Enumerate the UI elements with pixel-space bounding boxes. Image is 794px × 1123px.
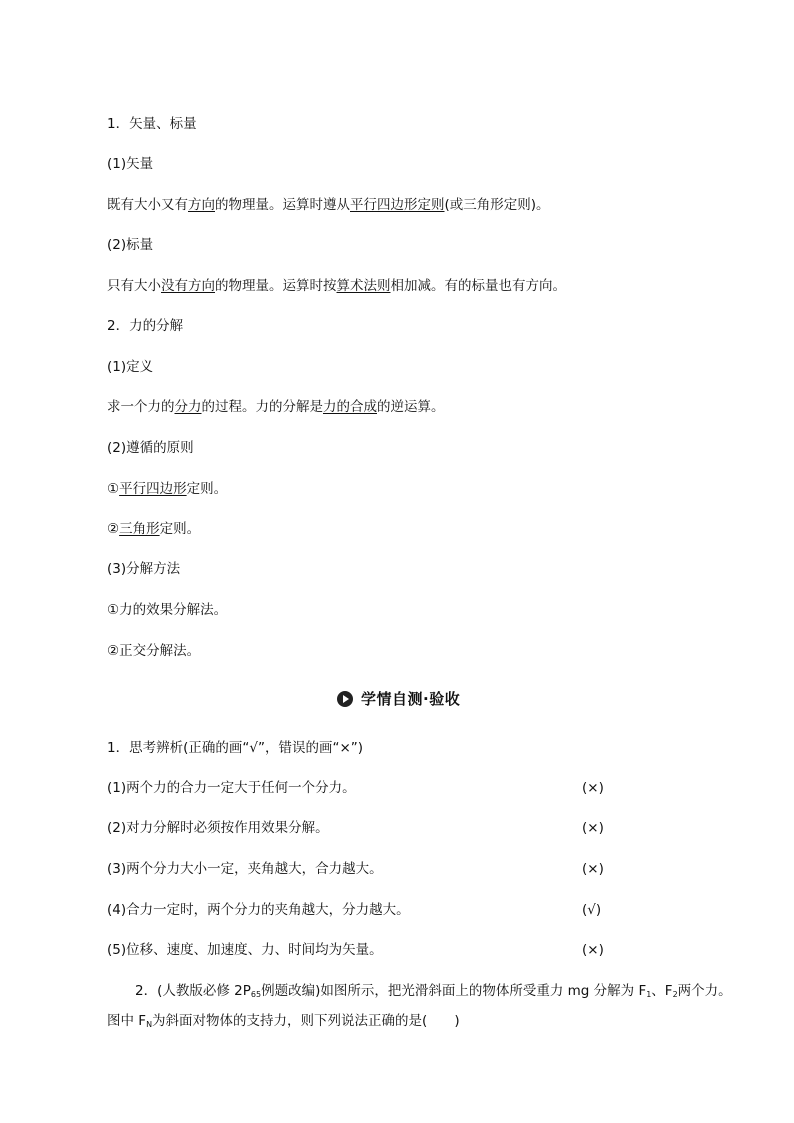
judgment-item: (1)两个力的合力一定大于任何一个分力。 (107, 780, 356, 796)
section-header (337, 688, 460, 709)
judgment-mark: (√) (582, 902, 602, 918)
judgment-mark: (×) (582, 942, 604, 958)
section-header-title: 学情自测·验收 (361, 690, 461, 708)
judgment-mark: (×) (582, 780, 604, 796)
blank-answer: 算术法则 (336, 278, 391, 294)
blank-answer: 三角形 (119, 521, 160, 537)
decomposition-definition: 求一个力的分力的过程。力的分解是力的合成的逆运算。 (107, 399, 445, 415)
subheading-methods: (3)分解方法 (107, 561, 181, 577)
question-2-line-2: 图中 $F_N$为斜面对物体的支持力，则下列说法正确的是( ) (107, 1013, 460, 1029)
judgment-item: (2)对力分解时必须按作用效果分解。 (107, 820, 329, 836)
method-effect: ①力的效果分解法。 (107, 602, 228, 618)
subheading-vector: (1)矢量 (107, 156, 154, 172)
blank-answer: 力的合成 (323, 399, 377, 415)
vector-definition: 既有大小又有方向的物理量。运算时遵从平行四边形定则(或三角形定则)。 (107, 197, 550, 213)
heading-force-decomposition: 2．力的分解 (107, 318, 184, 334)
blank-answer: 平行四边形定则 (350, 197, 445, 213)
judgment-item: (4)合力一定时，两个分力的夹角越大，分力越大。 (107, 902, 410, 918)
subheading-scalar: (2)标量 (107, 237, 154, 253)
heading-vector-scalar: 1．矢量、标量 (107, 116, 197, 132)
principle-triangle: ②三角形定则。 (107, 521, 201, 537)
judgment-item: (3)两个分力大小一定，夹角越大，合力越大。 (107, 861, 383, 877)
judgment-item: (5)位移、速度、加速度、力、时间均为矢量。 (107, 942, 383, 958)
play-circle-icon (337, 691, 353, 707)
judgment-mark: (×) (582, 861, 604, 877)
subheading-principles: (2)遵循的原则 (107, 440, 194, 456)
question-2-line-1: 2．(人教版必修 $2P_{65}$例题改编)如图所示，把光滑斜面上的物体所受重力 mg 分解为 $F_1$、$F_2$两个力。 (135, 983, 732, 999)
subheading-definition: (1)定义 (107, 359, 154, 375)
blank-answer: 分力 (174, 399, 202, 415)
judgment-mark: (×) (582, 820, 604, 836)
method-orthogonal: ②正交分解法。 (107, 643, 201, 659)
question-1-title: 1．思考辨析(正确的画“√”，错误的画“×”) (107, 740, 364, 756)
blank-answer: 没有方向 (161, 278, 215, 294)
scalar-definition: 只有大小没有方向的物理量。运算时按算术法则相加减。有的标量也有方向。 (107, 278, 566, 294)
blank-answer: 平行四边形 (119, 481, 187, 497)
principle-parallelogram: ①平行四边形定则。 (107, 481, 228, 497)
blank-answer: 方向 (188, 197, 215, 213)
